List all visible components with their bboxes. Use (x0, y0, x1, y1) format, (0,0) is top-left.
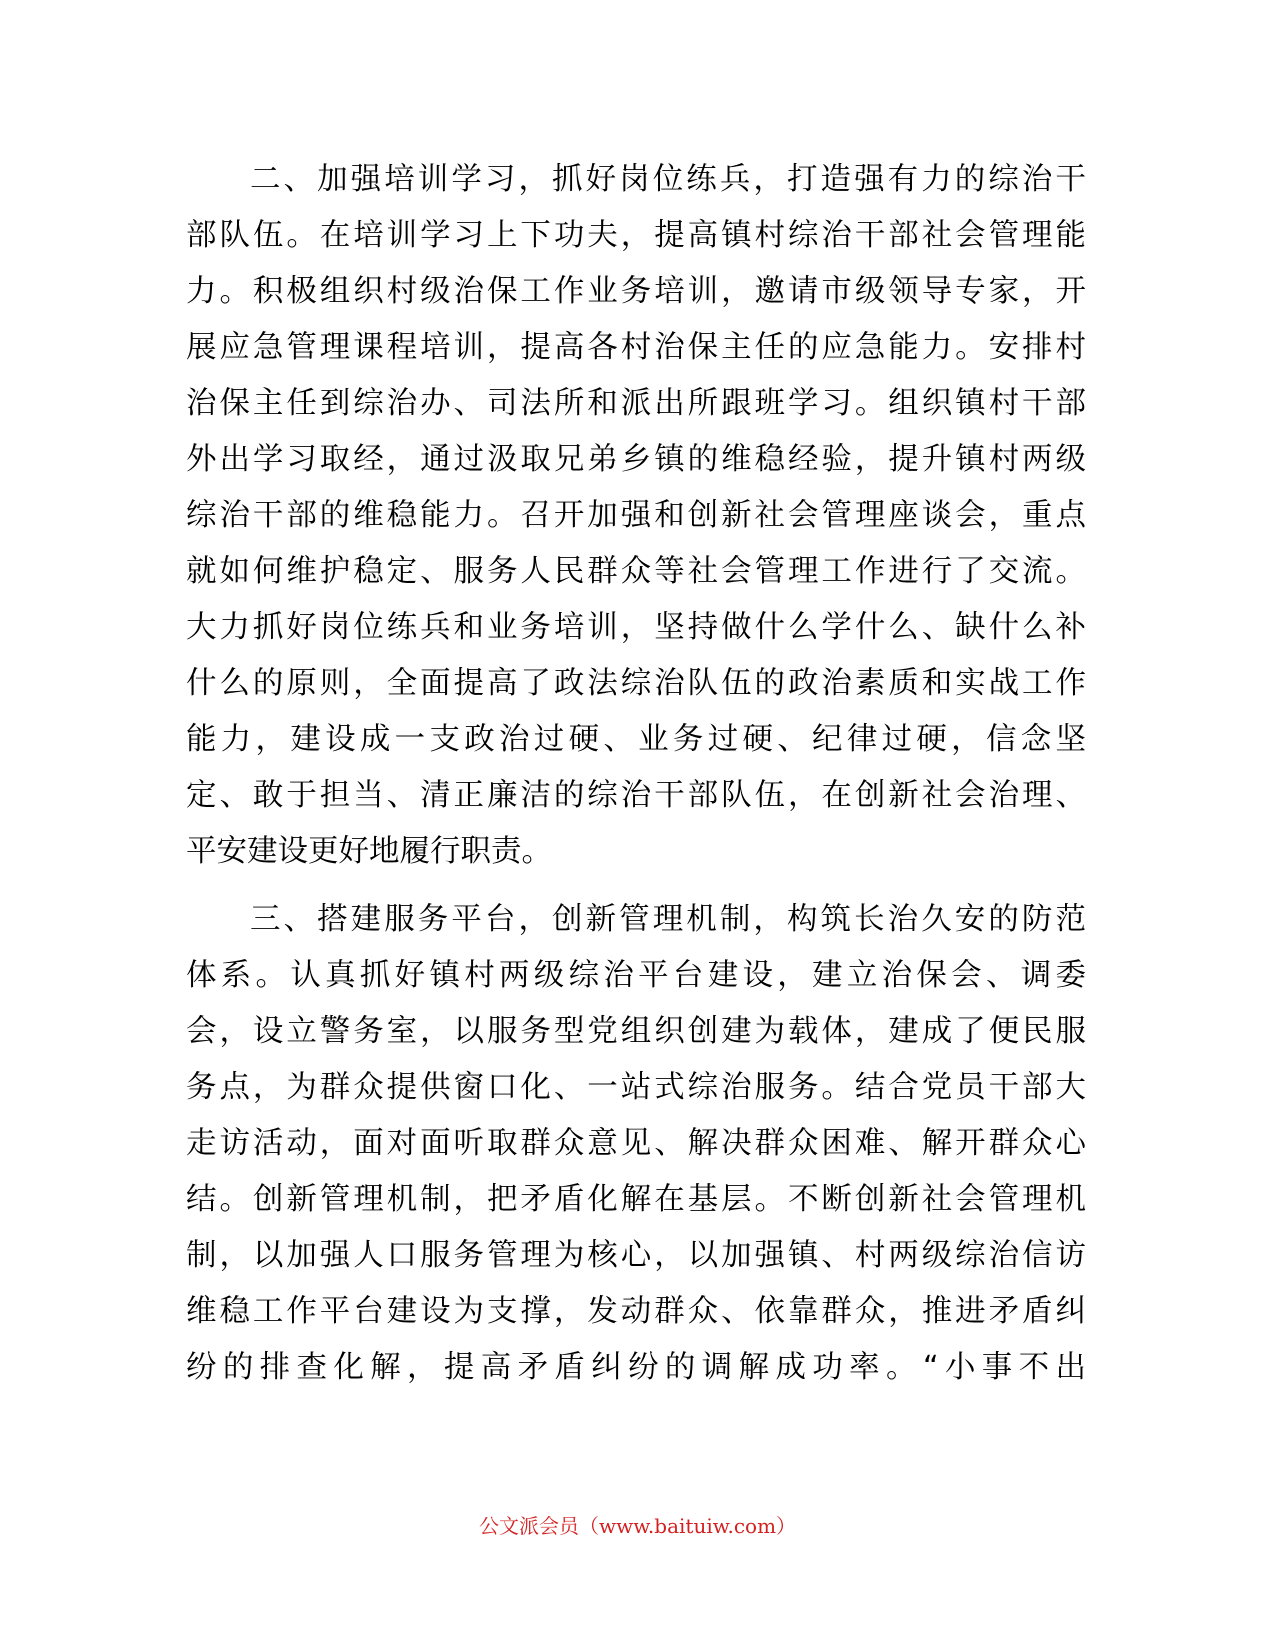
text-line: 务点，为群众提供窗口化、一站式综治服务。结合党员干部大 (186, 1070, 1086, 1105)
text-line: 三、搭建服务平台，创新管理机制，构筑长治久安的防范 (250, 902, 1086, 937)
document-body (186, 152, 1086, 1396)
text-line: 走访活动，面对面听取群众意见、解决群众困难、解开群众心 (186, 1126, 1086, 1161)
footer-watermark: 公文派会员（www.baituiw.com） (478, 1514, 797, 1538)
text-line: 二、加强培训学习，抓好岗位练兵，打造强有力的综治干 (250, 162, 1086, 197)
text-line: 维稳工作平台建设为支撑，发动群众、依靠群众，推进矛盾纠 (186, 1294, 1086, 1329)
text-line: 定、敢于担当、清正廉洁的综治干部队伍，在创新社会治理、 (186, 778, 1086, 813)
text-line: 展应急管理课程培训，提高各村治保主任的应急能力。安排村 (186, 330, 1086, 365)
text-line: 部队伍。在培训学习上下功夫，提高镇村综治干部社会管理能 (186, 218, 1086, 253)
text-line: 能力，建设成一支政治过硬、业务过硬、纪律过硬，信念坚 (186, 722, 1086, 757)
text-line: 体系。认真抓好镇村两级综治平台建设，建立治保会、调委 (186, 958, 1086, 993)
text-line: 大力抓好岗位练兵和业务培训，坚持做什么学什么、缺什么补 (186, 610, 1086, 645)
text-line: 综治干部的维稳能力。召开加强和创新社会管理座谈会，重点 (186, 498, 1086, 533)
text-line: 力。积极组织村级治保工作业务培训，邀请市级领导专家，开 (186, 274, 1086, 309)
paragraph-2 (186, 152, 1086, 880)
text-line: 结。创新管理机制，把矛盾化解在基层。不断创新社会管理机 (186, 1182, 1086, 1217)
text-line: 外出学习取经，通过汲取兄弟乡镇的维稳经验，提升镇村两级 (186, 442, 1086, 477)
text-line: 纷的排查化解，提高矛盾纠纷的调解成功率。“小事不出 (186, 1350, 1086, 1385)
text-line: 就如何维护稳定、服务人民群众等社会管理工作进行了交流。 (186, 554, 1086, 589)
text-line: 平安建设更好地履行职责。 (186, 834, 552, 869)
text-line: 什么的原则，全面提高了政法综治队伍的政治素质和实战工作 (186, 666, 1086, 701)
text-line: 会，设立警务室，以服务型党组织创建为载体，建成了便民服 (186, 1014, 1086, 1049)
paragraph-3 (186, 892, 1086, 1396)
text-line: 制，以加强人口服务管理为核心，以加强镇、村两级综治信访 (186, 1238, 1086, 1273)
text-line: 治保主任到综治办、司法所和派出所跟班学习。组织镇村干部 (186, 386, 1086, 421)
